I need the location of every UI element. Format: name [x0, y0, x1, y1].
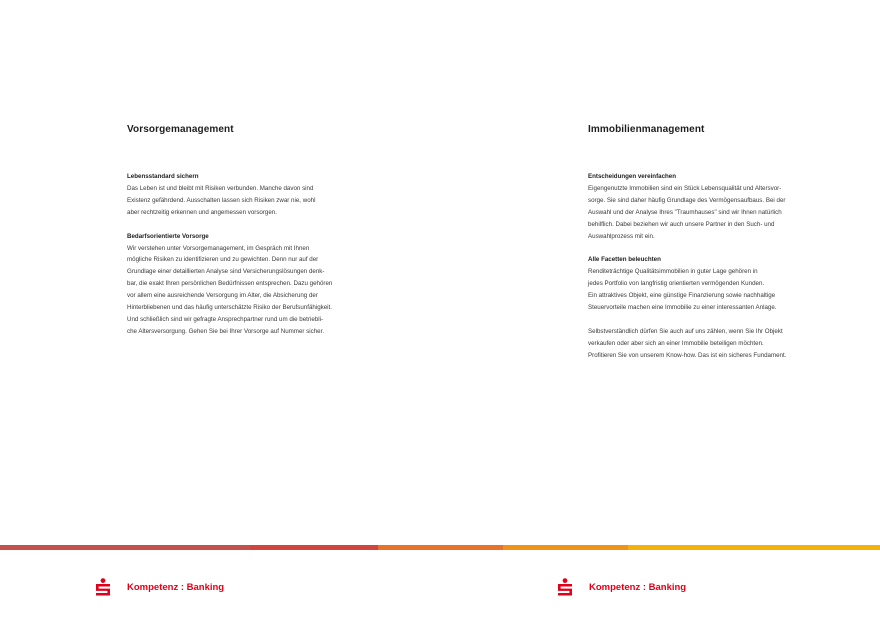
body-line: Steuervorteile machen eine Immobilie zu einer interessanten Anlage.: [588, 304, 777, 312]
bar-segment-4: [503, 545, 628, 550]
right-footer-logo: [557, 578, 686, 597]
body-line: bar, die exakt Ihren persönlichen Bedürfnissen entsprechen. Dazu gehören: [127, 280, 333, 288]
body-line: mögliche Risiken zu identifizieren und zu gewichten. Denn nur auf der: [127, 256, 319, 264]
body-line: Selbstverständlich dürfen Sie auch auf uns zählen, wenn Sie Ihr Objekt: [588, 327, 783, 335]
left-page-title: Vorsorgemanagement: [127, 124, 234, 135]
sparkasse-s-icon: [95, 578, 111, 597]
right-section-3: [588, 326, 833, 362]
body-line: sorge. Sie sind daher häufig Grundlage des Vermögensaufbaus. Bei der: [588, 196, 786, 204]
body-line: Und schließlich sind wir gefragte Ansprechpartner rund um die betriebli-: [127, 315, 324, 323]
gradient-bar: [0, 545, 880, 550]
section-body: [127, 183, 377, 219]
body-line: che Altersversorgung. Gehen Sie bei Ihrer Vorsorge auf Nummer sicher.: [127, 327, 325, 335]
section-body: [588, 183, 833, 243]
footer-brand-text: Kompetenz : Banking: [589, 582, 687, 593]
body-line: Auswahlprozess mit ein.: [588, 232, 655, 240]
left-section-2: [127, 231, 377, 338]
body-line: aber rechtzeitig erkennen und angemessen vorsorgen.: [127, 208, 277, 216]
body-line: behilflich. Dabei beziehen wir auch unsere Partner in den Such- und: [588, 220, 775, 228]
body-line: Renditeträchtige Qualitätsimmobilien in guter Lage gehören in: [588, 268, 758, 276]
footer-brand-text: Kompetenz : Banking: [127, 582, 225, 593]
body-line: Das Leben ist und bleibt mit Risiken verbunden. Manche davon sind: [127, 184, 314, 192]
right-section-1: [588, 171, 833, 242]
section-heading: Entscheidungen vereinfachen: [588, 173, 677, 180]
body-line: jedes Portfolio von langfristig orientierten vermögenden Kunden.: [588, 280, 765, 288]
section-heading: Alle Facetten beleuchten: [588, 256, 661, 264]
left-column: [127, 124, 377, 350]
bar-segment-5: [628, 545, 880, 550]
right-section-2: [588, 254, 833, 314]
body-line: vor allem eine ausreichende Versorgung im Alter, die Absicherung der: [127, 292, 318, 300]
section-body: [588, 266, 833, 314]
body-line: Ein attraktives Objekt, eine günstige Finanzierung sowie nachhaltige: [588, 292, 776, 300]
right-column: [588, 124, 833, 374]
body-line: Eigengenutzte Immobilien sind ein Stück Lebensqualität und Altersvor-: [588, 184, 782, 192]
left-section-1: [127, 171, 377, 219]
bar-segment-2: [250, 545, 378, 550]
body-line: Existenz gefährdend. Ausschalten lassen sich Risiken zwar nie, wohl: [127, 196, 316, 204]
left-footer-logo: [95, 578, 224, 597]
body-line: Hinterbliebenen und das häufig unterschätzte Risiko der Berufsunfähigkeit.: [127, 304, 333, 312]
body-line: Auswahl und der Analyse Ihres "Traumhauses" sind wir Ihnen natürlich: [588, 208, 782, 216]
body-line: Grundlage einer detaillierten Analyse sind Versicherungslösungen denk-: [127, 268, 325, 276]
sparkasse-s-icon: [557, 578, 573, 597]
body-line: Profitieren Sie von unserem Know-how. Das ist ein sicheres Fundament.: [588, 351, 787, 359]
section-heading: Lebensstandard sichern: [127, 173, 199, 180]
right-page-title: Immobilienmanagement: [588, 124, 705, 135]
bar-segment-3: [378, 545, 503, 550]
body-line: verkaufen oder aber sich an einer Immobilie beteiligen möchten.: [588, 339, 764, 347]
section-body: [588, 326, 833, 362]
section-heading: Bedarfsorientierte Vorsorge: [127, 232, 209, 240]
section-body: [127, 243, 377, 338]
body-line: Wir verstehen unter Vorsorgemanagement, im Gespräch mit Ihnen: [127, 244, 310, 252]
bar-segment-1: [0, 545, 250, 550]
